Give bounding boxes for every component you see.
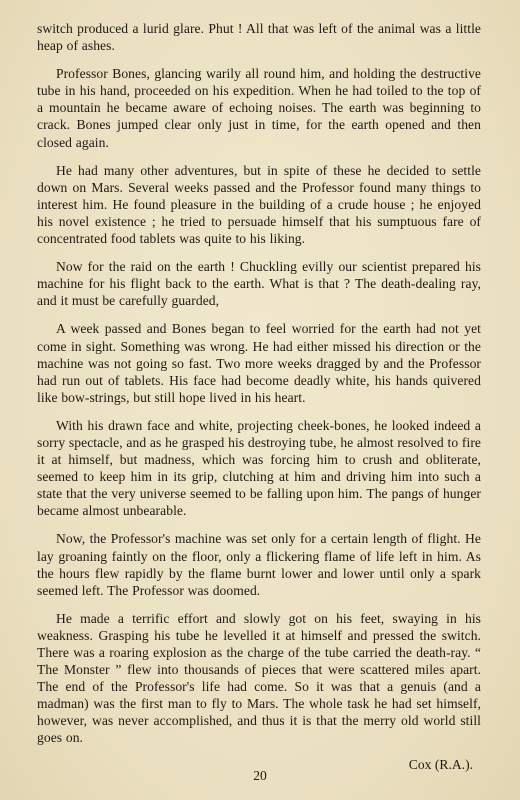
paragraph-continuation: switch produced a lurid glare. Phut ! All that was left of the animal was a little heap of ashes. [37, 21, 481, 54]
paragraph: Professor Bones, glancing warily all round him, and holding the destructive tube in his hand, proceeded on his expedition. When he had toiled to the top of a mountain he became aware of echoing noises. The earth was beginning to crack. Bones jumped clear only just in time, for the earth opened and then closed again. [37, 66, 481, 150]
author-signature: Cox (R.A.). [408, 756, 473, 772]
paragraph: He made a terrific effort and slowly got on his feet, swaying in his weakness. Grasping his tube he levelled it at himself and pressed the switch. There was a roaring explosion as the charge of the tube carried the death-ray. “ The Monster ” flew into thousands of pieces that were scattered miles apart. The end of the Professor's life had come. So it was that a genuis (and a madman) was the first man to fly to Mars. The whole task he had set himself, however, was never accomplished, and thus it is that the merry old world still goes on. [37, 610, 481, 746]
paragraph: A week passed and Bones began to feel worried for the earth had not yet come in sight. Something was wrong. He had either missed his direction or the machine was not going so fast. Two more weeks dragged by and the Professor had run out of tablets. His face had become deadly white, his hands quivered like bow-strings, but still hope lived in his heart. [37, 321, 481, 405]
page-number: 20 [253, 768, 267, 783]
paragraph: Now, the Professor's machine was set only for a certain length of flight. He lay groaning faintly on the floor, only a flickering flame of life left in him. As the hours flew rapidly by the flame burnt lower and lower until only a spark seemed left. The Professor was doomed. [37, 531, 481, 598]
paragraph: With his drawn face and white, projecting cheek-bones, he looked indeed a sorry spectacle, and as he grasped his destroying tube, he almost resolved to fire it at himself, but madness, which was forcing him to crush and obliterate, seemed to keep him in its grip, clutching at him and driving him into such a state that the very universe seemed to be falling upon him. The pangs of hunger became almost unbearable. [37, 417, 482, 519]
paragraph: Now for the raid on the earth ! Chuckling evilly our scientist prepared his machine for his flight back to the earth. What is that ? The death-dealing ray, and it must be carefully guarded, [37, 259, 481, 309]
page-body [37, 20, 481, 773]
paragraph: He had many other adventures, but in spite of these he decided to settle down on Mars. Several weeks passed and the Professor found many things to interest him. He found pleasure in the building of a crude house ; he enjoyed his novel existence ; he tried to persuade himself that his sumptuous fare of concentrated food tablets was quite to his liking. [37, 162, 481, 247]
